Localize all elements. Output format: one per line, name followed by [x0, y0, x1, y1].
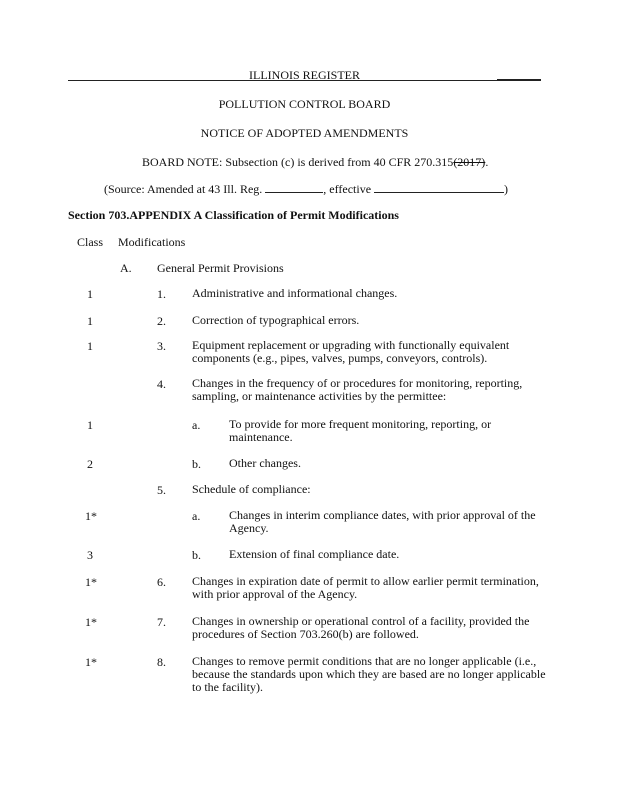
subitem-letter: a.: [192, 418, 201, 432]
subitem-text: Other changes.: [229, 456, 301, 470]
class-value: 1: [87, 314, 93, 328]
subitem-letter: b.: [192, 457, 201, 471]
group-title: General Permit Provisions: [157, 261, 284, 275]
subitem-letter: b.: [192, 548, 201, 562]
item-text: Changes in ownership or operational control of a facility, provided the procedures of Section 703.260(b) are followed.: [192, 614, 530, 641]
item-number: 1.: [157, 287, 166, 301]
board-note-struck-year: (2017): [453, 155, 486, 169]
item-text: Correction of typographical errors.: [192, 313, 360, 327]
item-number: 3.: [157, 339, 166, 353]
class-value: 1: [87, 287, 93, 301]
class-value: 1: [87, 339, 93, 353]
item-text: Administrative and informational changes.: [192, 286, 398, 300]
source-line: [104, 182, 508, 196]
item-text: Changes in expiration date of permit to allow earlier permit termination, with prior approval of the Agency.: [192, 574, 539, 601]
subitem-letter: a.: [192, 509, 201, 523]
item-number: 6.: [157, 575, 166, 589]
register-title: ILLINOIS REGISTER: [249, 68, 360, 82]
source-open: (Source: Amended at 43 Ill. Reg.: [104, 182, 263, 196]
reg-page-blank: [265, 182, 323, 193]
column-class: Class: [77, 235, 104, 249]
item-number: 2.: [157, 314, 166, 328]
class-value: 1*: [85, 615, 97, 629]
effective-date-blank: [374, 182, 504, 193]
item-number: 7.: [157, 615, 166, 629]
column-modifications: Modifications: [118, 235, 186, 249]
item-number: 5.: [157, 483, 166, 497]
board-note-text: BOARD NOTE: Subsection (c) is derived from 40 CFR 270.315: [142, 155, 454, 169]
class-value: 1*: [85, 575, 97, 589]
board-note-period: .: [485, 155, 489, 169]
section-title: Section 703.APPENDIX A Classification of Permit Modifications: [68, 208, 399, 222]
item-text: Changes in the frequency of or procedures for monitoring, reporting, sampling, or maintenance activities by the permittee:: [192, 376, 523, 403]
item-number: 8.: [157, 655, 166, 669]
item-text: Equipment replacement or upgrading with functionally equivalent components (e.g., pipes, valves, pumps, conveyors, controls).: [192, 338, 510, 365]
class-value: 3: [87, 548, 93, 562]
board-note: [142, 155, 488, 169]
group-letter: A.: [120, 261, 132, 275]
item-number: 4.: [157, 377, 166, 391]
class-value: 1: [87, 418, 93, 432]
item-text: Changes to remove permit conditions that are no longer applicable (i.e., because the standards upon which they are based are no longer applicable to the facility).: [192, 654, 546, 694]
board-title: POLLUTION CONTROL BOARD: [218, 97, 391, 111]
subitem-text: Changes in interim compliance dates, with prior approval of the Agency.: [229, 508, 536, 535]
header-rule-accent: [497, 79, 541, 80]
class-value: 2: [87, 457, 93, 471]
class-value: 1*: [85, 655, 97, 669]
source-effective: , effective: [323, 182, 372, 196]
subitem-text: To provide for more frequent monitoring, reporting, or maintenance.: [229, 417, 492, 444]
subitem-text: Extension of final compliance date.: [229, 547, 400, 561]
class-value: 1*: [85, 509, 97, 523]
header-rule: [68, 80, 541, 81]
item-text: Schedule of compliance:: [192, 482, 311, 496]
notice-title: NOTICE OF ADOPTED AMENDMENTS: [200, 126, 409, 140]
source-close: ): [504, 182, 509, 196]
